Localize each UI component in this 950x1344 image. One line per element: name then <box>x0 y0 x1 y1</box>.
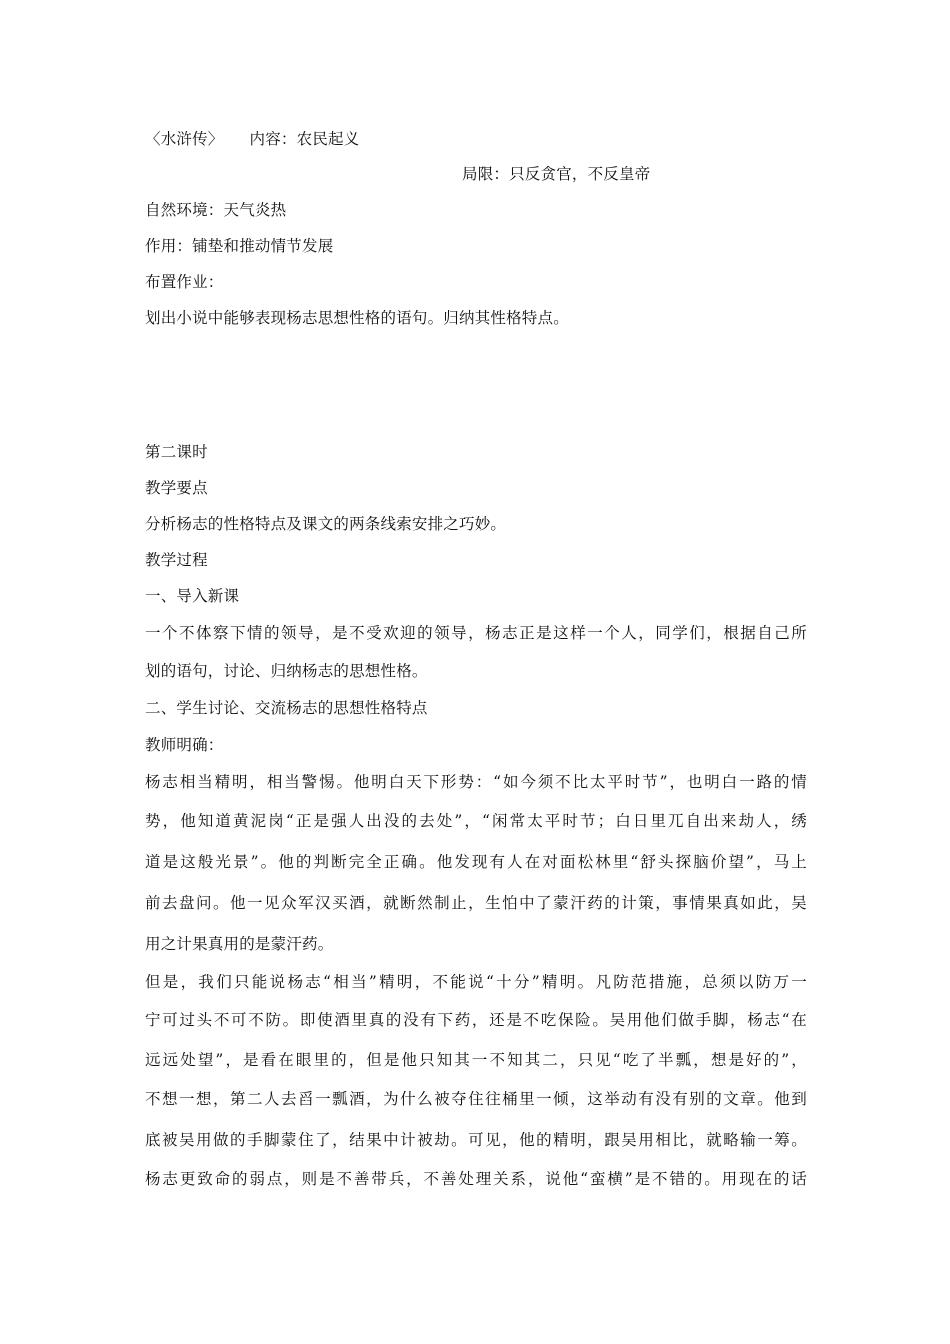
para1-line: 前去盘问。他一见众军汉买酒，就断然制止，生怕中了蒙汗药的计策，事情果真如此，吴 <box>145 894 807 912</box>
key-points-text: 分析杨志的性格特点及课文的两条线索安排之巧妙。 <box>145 515 507 533</box>
book-content-line <box>145 129 359 149</box>
book-content: 内容：农民起义 <box>249 130 360 148</box>
para2-line: 底被吴用做的手脚蒙住了，结果中计被劫。可见，他的精明，跟吴用相比，就略输一筹。 <box>145 1131 807 1149</box>
para2-line: 不想一想，第二人去舀一瓢酒，为什么被夺住往桶里一倾，这举动有没有别的文章。他到 <box>145 1090 807 1108</box>
key-points-title: 教学要点 <box>145 479 208 497</box>
para2-line: 远远处望”，是看在眼里的，但是他只知其一不知其二，只见“吃了半瓢，想是好的”， <box>145 1051 807 1069</box>
limitation-line: 局限：只反贪官，不反皇帝 <box>462 165 651 183</box>
environment-line: 自然环境：天气炎热 <box>145 201 287 219</box>
lesson-title: 第二课时 <box>145 443 208 461</box>
para1-line: 势，他知道黄泥岗“正是强人出没的去处”，“闲常太平时节；白日里兀自出来劫人，绣 <box>145 812 807 830</box>
homework-text: 划出小说中能够表现杨志思想性格的语句。归纳其性格特点。 <box>145 309 569 327</box>
para3-line: 杨志更致命的弱点，则是不善带兵，不善处理关系，说他“蛮横”是不错的。用现在的话 <box>145 1170 807 1188</box>
homework-title: 布置作业： <box>145 273 224 291</box>
para1-line: 道是这般光景”。他的判断完全正确。他发现有人在对面松林里“舒头探脑价望”，马上 <box>145 853 807 871</box>
intro-line: 一个不体察下情的领导，是不受欢迎的领导，杨志正是这样一个人，同学们，根据自己所 <box>145 624 807 642</box>
para1-line: 用之计果真用的是蒙汗药。 <box>145 935 334 953</box>
process-title: 教学过程 <box>145 551 208 569</box>
para2-line: 但是，我们只能说杨志“相当”精明，不能说“十分”精明。凡防范措施，总须以防万一 <box>145 973 807 991</box>
step1-heading: 一、导入新课 <box>145 587 240 605</box>
teacher-label: 教师明确： <box>145 736 224 754</box>
para2-line: 宁可过头不可不防。即使酒里真的没有下药，还是不吃保险。吴用他们做手脚，杨志“在 <box>145 1011 807 1029</box>
step2-heading: 二、学生讨论、交流杨志的思想性格特点 <box>145 699 428 717</box>
function-line: 作用：铺垫和推动情节发展 <box>145 237 334 255</box>
intro-line: 划的语句，讨论、归纳杨志的思想性格。 <box>145 662 428 680</box>
para1-line: 杨志相当精明，相当警惕。他明白天下形势：“如今须不比太平时节”，也明白一路的情 <box>145 773 807 791</box>
book-title: 〈水浒传〉 <box>145 130 224 148</box>
